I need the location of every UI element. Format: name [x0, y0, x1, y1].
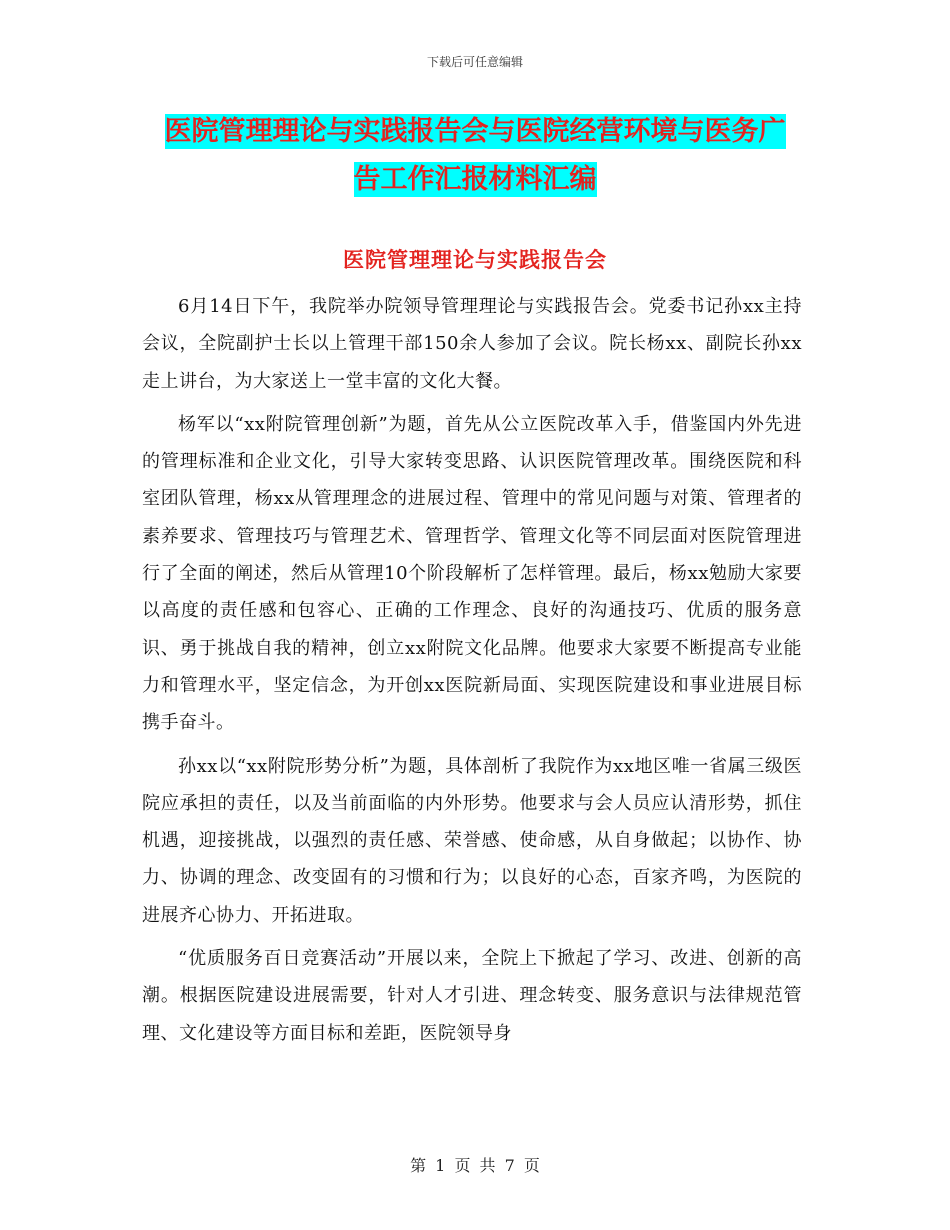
document-body	[142, 288, 802, 1058]
paragraph-1: 6月14日下午，我院举办院领导管理理论与实践报告会。党委书记孙xx主持会议，全院副护士长以上管理干部150余人参加了会议。院长杨xx、副院长孙xx走上讲台，为大家送上一堂丰富的文化大餐。	[142, 296, 802, 392]
page-number: 第 1 页 共 7 页	[410, 1156, 540, 1175]
paragraph-4: “优质服务百日竞赛活动”开展以来，全院上下掀起了学习、改进、创新的高潮。根据医院建设进展需要，针对人才引进、理念转变、服务意识与法律规范管理、文化建设等方面目标和差距，医院领导身	[142, 948, 802, 1044]
page-header-note: 下载后可任意编辑	[426, 55, 523, 69]
paragraph-2: 杨军以“xx附院管理创新”为题，首先从公立医院改革入手，借鉴国内外先进的管理标准和企业文化，引导大家转变思路、认识医院管理改革。围绕医院和科室团队管理，杨xx从管理理念的进展过程、管理中的常见问题与对策、管理者的素养要求、管理技巧与管理艺术、管理哲学、管理文化等不同层面对医院管理进行了全面的阐述，然后从管理10个阶段解析了怎样管理。最后，杨xx勉励大家要以高度的责任感和包容心、正确的工作理念、良好的沟通技巧、优质的服务意识、勇于挑战自我的精神，创立xx附院文化品牌。他要求大家要不断提高专业能力和管理水平，坚定信念，为开创xx医院新局面、实现医院建设和事业进展目标携手奋斗。	[142, 413, 802, 734]
document-title	[0, 108, 950, 204]
section-title: 医院管理理论与实践报告会	[343, 248, 607, 272]
document-title-line-1: 医院管理理论与实践报告会与医院经营环境与医务广	[164, 116, 786, 147]
document-title-line-2: 告工作汇报材料汇编	[353, 164, 597, 195]
paragraph-3: 孙xx以“xx附院形势分析”为题，具体剖析了我院作为xx地区唯一省属三级医院应承担的责任，以及当前面临的内外形势。他要求与会人员应认清形势，抓住机遇，迎接挑战，以强烈的责任感、荣誉感、使命感，从自身做起；以协作、协力、协调的理念、改变固有的习惯和行为；以良好的心态，百家齐鸣，为医院的进展齐心协力、开拓进取。	[142, 755, 802, 926]
